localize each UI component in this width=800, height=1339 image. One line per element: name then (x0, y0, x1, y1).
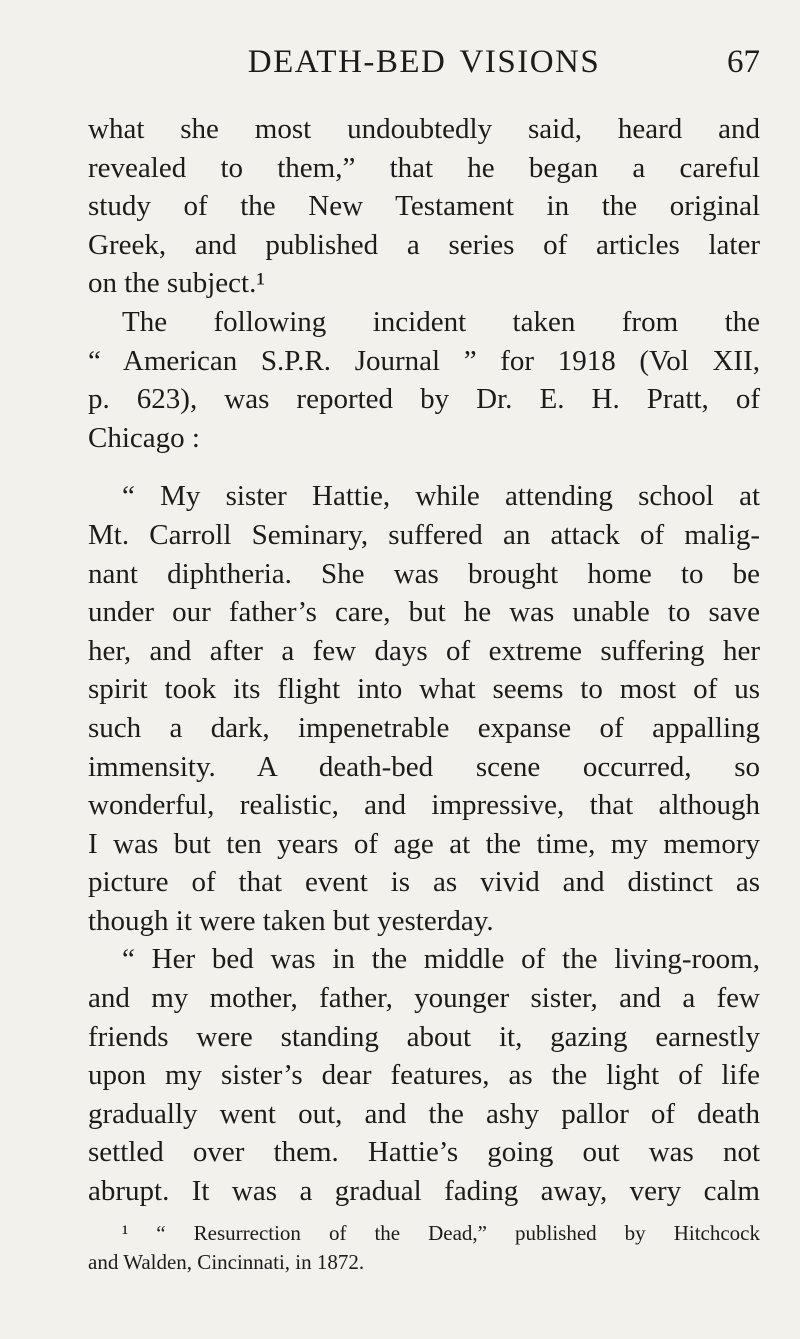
text-line: under our father’s care, but he was unable to save (88, 596, 760, 629)
paragraph-quote-continued (88, 940, 760, 1210)
paragraph-intro (88, 303, 760, 457)
text-line: “ American S.P.R. Journal ” for 1918 (Vol XII, (88, 344, 760, 377)
page-number: 67 (727, 44, 760, 80)
text-line: on the subject.¹ (88, 267, 266, 300)
footnote-line: and Walden, Cincinnati, in 1872. (88, 1249, 365, 1274)
text-line: such a dark, impenetrable expanse of appalling (88, 711, 760, 744)
text-line: what she most undoubtedly said, heard and (88, 113, 760, 145)
text-line: Greek, and published a series of articles later (88, 228, 760, 261)
text-line: and my mother, father, younger sister, and a few (88, 982, 760, 1015)
text-line: picture of that event is as vivid and distinct as (88, 866, 760, 899)
text-line: study of the New Testament in the original (88, 190, 760, 223)
text-line: Mt. Carroll Seminary, suffered an attack of malig- (88, 518, 760, 551)
text-line: settled over them. Hattie’s going out was not (88, 1136, 760, 1169)
text-line: The following incident taken from the (122, 305, 760, 338)
text-line: “ My sister Hattie, while attending school at (122, 480, 760, 513)
text-line: nant diphtheria. She was brought home to be (88, 557, 760, 590)
text-line: her, and after a few days of extreme suffering her (88, 634, 760, 667)
paragraph-quote (88, 477, 760, 940)
text-line: though it were taken but yesterday. (88, 904, 494, 937)
text-line: gradually went out, and the ashy pallor of death (88, 1097, 760, 1130)
text-line: revealed to them,” that he began a careful (88, 151, 760, 184)
text-line: friends were standing about it, gazing earnestly (88, 1020, 760, 1053)
text-line: I was but ten years of age at the time, my memory (88, 827, 760, 860)
text-line: abrupt. It was a gradual fading away, very calm (88, 1175, 760, 1208)
text-line: Chicago : (88, 421, 200, 454)
running-head (88, 36, 760, 96)
text-line: “ Her bed was in the middle of the living-room, (122, 943, 760, 976)
paragraph-gap (88, 457, 760, 477)
text-line: spirit took its flight into what seems to most of us (88, 673, 760, 706)
body-text (88, 110, 760, 1211)
paragraph-continuation (88, 110, 760, 303)
book-page (88, 36, 760, 1277)
footnote-line: ¹ “ Resurrection of the Dead,” published by Hitchcock (122, 1220, 760, 1245)
text-line: p. 623), was reported by Dr. E. H. Pratt, of (88, 383, 760, 416)
running-title: DEATH-BED VISIONS (247, 44, 601, 80)
text-line: upon my sister’s dear features, as the light of life (88, 1059, 760, 1092)
footnotes (88, 1219, 760, 1277)
text-line: immensity. A death-bed scene occurred, so (88, 750, 760, 783)
text-line: wonderful, realistic, and impressive, that although (88, 789, 760, 822)
